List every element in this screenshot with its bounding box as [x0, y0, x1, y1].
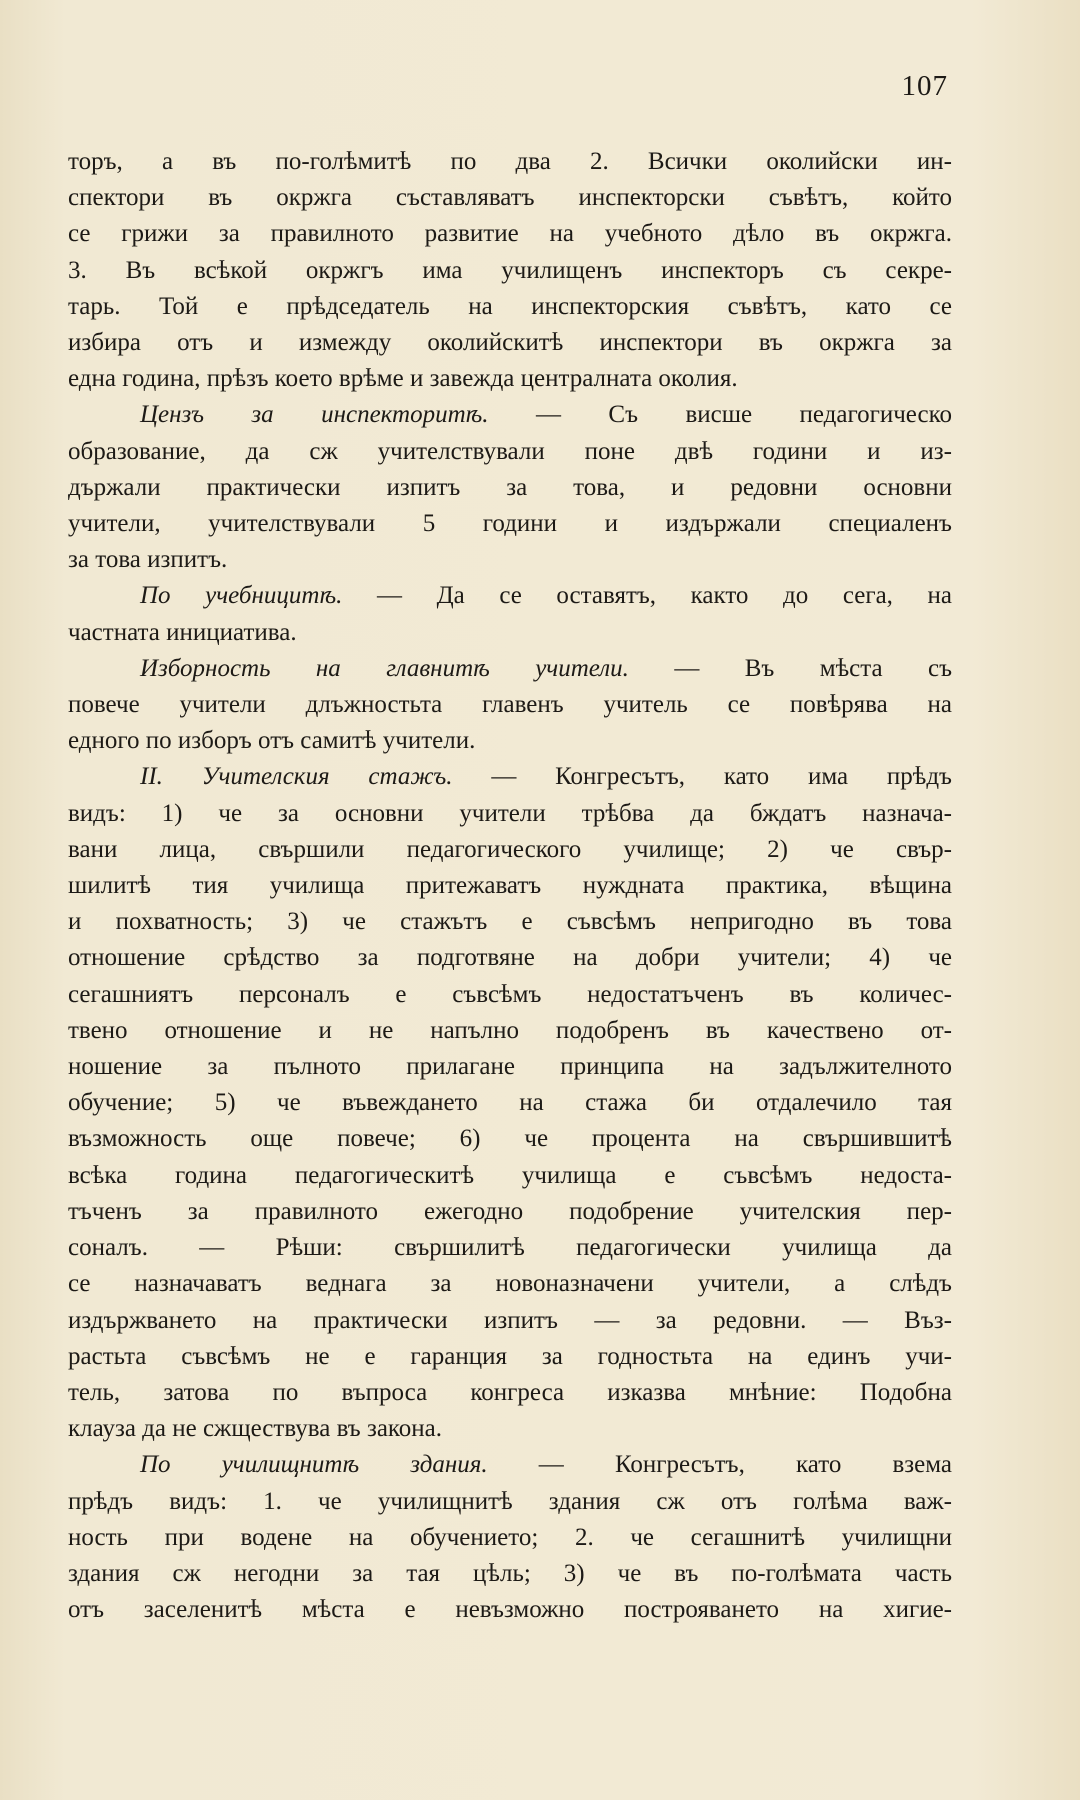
text-line: обучение; 5) че въвеждането на стажа би отдалечило тая	[68, 1089, 952, 1117]
text-fragment: — Да се оставятъ, както до сега, на	[342, 582, 952, 610]
text-line	[68, 759, 952, 795]
page-number: 107	[901, 70, 948, 102]
text-line: торъ, а въ по-голѣмитѣ по два 2. Всички околийски ин-	[68, 148, 952, 175]
text-line: вани лица, свършили педагогического училище; 2) че свър-	[68, 835, 952, 863]
paragraph-inspector-census	[68, 397, 952, 578]
text-line	[68, 1447, 952, 1483]
text-line: се назначаватъ веднага за новоназначени учители, а слѣдъ	[68, 1270, 952, 1298]
paragraph-textbooks	[68, 578, 952, 650]
text-line: се грижи за правилното развитие на учебното дѣло въ окржга.	[68, 220, 952, 248]
text-line: държали практически изпитъ за това, и редовни основни	[68, 473, 952, 501]
text-line: издържването на практически изпитъ — за редовни. — Въз-	[68, 1306, 952, 1334]
text-line: растьта съвсѣмъ не е гаранция за годностьта на единъ учи-	[68, 1342, 952, 1370]
text-line: частната инициатива.	[68, 618, 297, 646]
section-heading: Изборность на главнитѣ учители.	[140, 654, 629, 682]
text-line: 3. Въ всѣкой окржгъ има училищенъ инспекторъ съ секре-	[68, 256, 952, 284]
section-heading: По учебницитѣ.	[140, 582, 343, 610]
text-line: отъ заселенитѣ мѣста е невъзможно построяването на хигие-	[68, 1596, 952, 1624]
text-fragment: — Конгресътъ, като взема	[487, 1451, 952, 1479]
text-line: спектори въ окржга съставляватъ инспекторски съвѣтъ, който	[68, 184, 952, 212]
text-line: учители, учителствували 5 години и издържали специаленъ	[68, 510, 952, 538]
section-heading: II. Учителския стажъ.	[140, 763, 453, 791]
paragraph-inspectors	[68, 144, 952, 397]
text-line: отношение срѣдство за подготвяне на добри учители; 4) че	[68, 944, 952, 972]
text-line: прѣдъ видъ: 1. че училищнитѣ здания сж отъ голѣма важ-	[68, 1487, 952, 1515]
text-line: една година, прѣзъ което врѣме и завежда централната околия.	[68, 365, 738, 393]
text-line	[68, 578, 952, 614]
text-line: избира отъ и измежду околийскитѣ инспектори въ окржга за	[68, 329, 952, 357]
section-heading: Цензъ за инспекторитѣ.	[140, 401, 489, 429]
text-fragment: — Съ висше педагогическо	[488, 401, 952, 429]
text-line: и похватность; 3) че стажътъ е съвсѣмъ непригодно въ това	[68, 908, 952, 936]
text-line: сегашниятъ персоналъ е съвсѣмъ недостатъченъ въ количес-	[68, 980, 952, 1008]
paragraph-teacher-internship	[68, 759, 952, 1447]
section-heading: По училищнитѣ здания.	[140, 1451, 488, 1479]
paragraph-head-teachers	[68, 651, 952, 760]
text-line: образование, да сж учителствували поне двѣ години и из-	[68, 437, 952, 465]
text-line: шилитѣ тия училища притежаватъ нуждната практика, вѣщина	[68, 872, 952, 900]
text-line: тель, затова по въпроса конгреса изказва мнѣние: Подобна	[68, 1378, 952, 1406]
text-line: здания сж негодни за тая цѣль; 3) че въ по-голѣмата часть	[68, 1559, 952, 1587]
text-line: ношение за пълното прилагане принципа на задължителното	[68, 1053, 952, 1081]
text-line: повече учители длъжностьта главенъ учитель се повѣрява на	[68, 691, 952, 719]
text-line: соналъ. — Рѣши: свършилитѣ педагогически училища да	[68, 1234, 952, 1262]
text-line: твено отношение и не напълно подобренъ въ качествено от-	[68, 1016, 952, 1044]
text-line: всѣка година педагогическитѣ училища е съвсѣмъ недоста-	[68, 1161, 952, 1189]
text-line: едного по изборъ отъ самитѣ учители.	[68, 727, 476, 755]
body-text	[68, 144, 952, 1628]
text-line	[68, 651, 952, 687]
text-fragment: — Въ мѣста съ	[628, 654, 952, 682]
text-line: тъченъ за правилното ежегодно подобрение учителския пер-	[68, 1197, 952, 1225]
text-line	[68, 397, 952, 433]
text-line: ность при водене на обучението; 2. че сегашнитѣ училищни	[68, 1523, 952, 1551]
text-line: възможность още повече; 6) че процента на свършившитѣ	[68, 1125, 952, 1153]
paragraph-school-buildings	[68, 1447, 952, 1628]
text-line: клауза да не сжществува въ закона.	[68, 1415, 443, 1443]
text-line: тарь. Той е прѣдседатель на инспекторския съвѣтъ, като се	[68, 292, 952, 320]
text-fragment: — Конгресътъ, като има прѣдъ	[452, 763, 952, 791]
text-line: за това изпитъ.	[68, 546, 228, 574]
text-line: видъ: 1) че за основни учители трѣбва да бждатъ назнача-	[68, 799, 952, 827]
